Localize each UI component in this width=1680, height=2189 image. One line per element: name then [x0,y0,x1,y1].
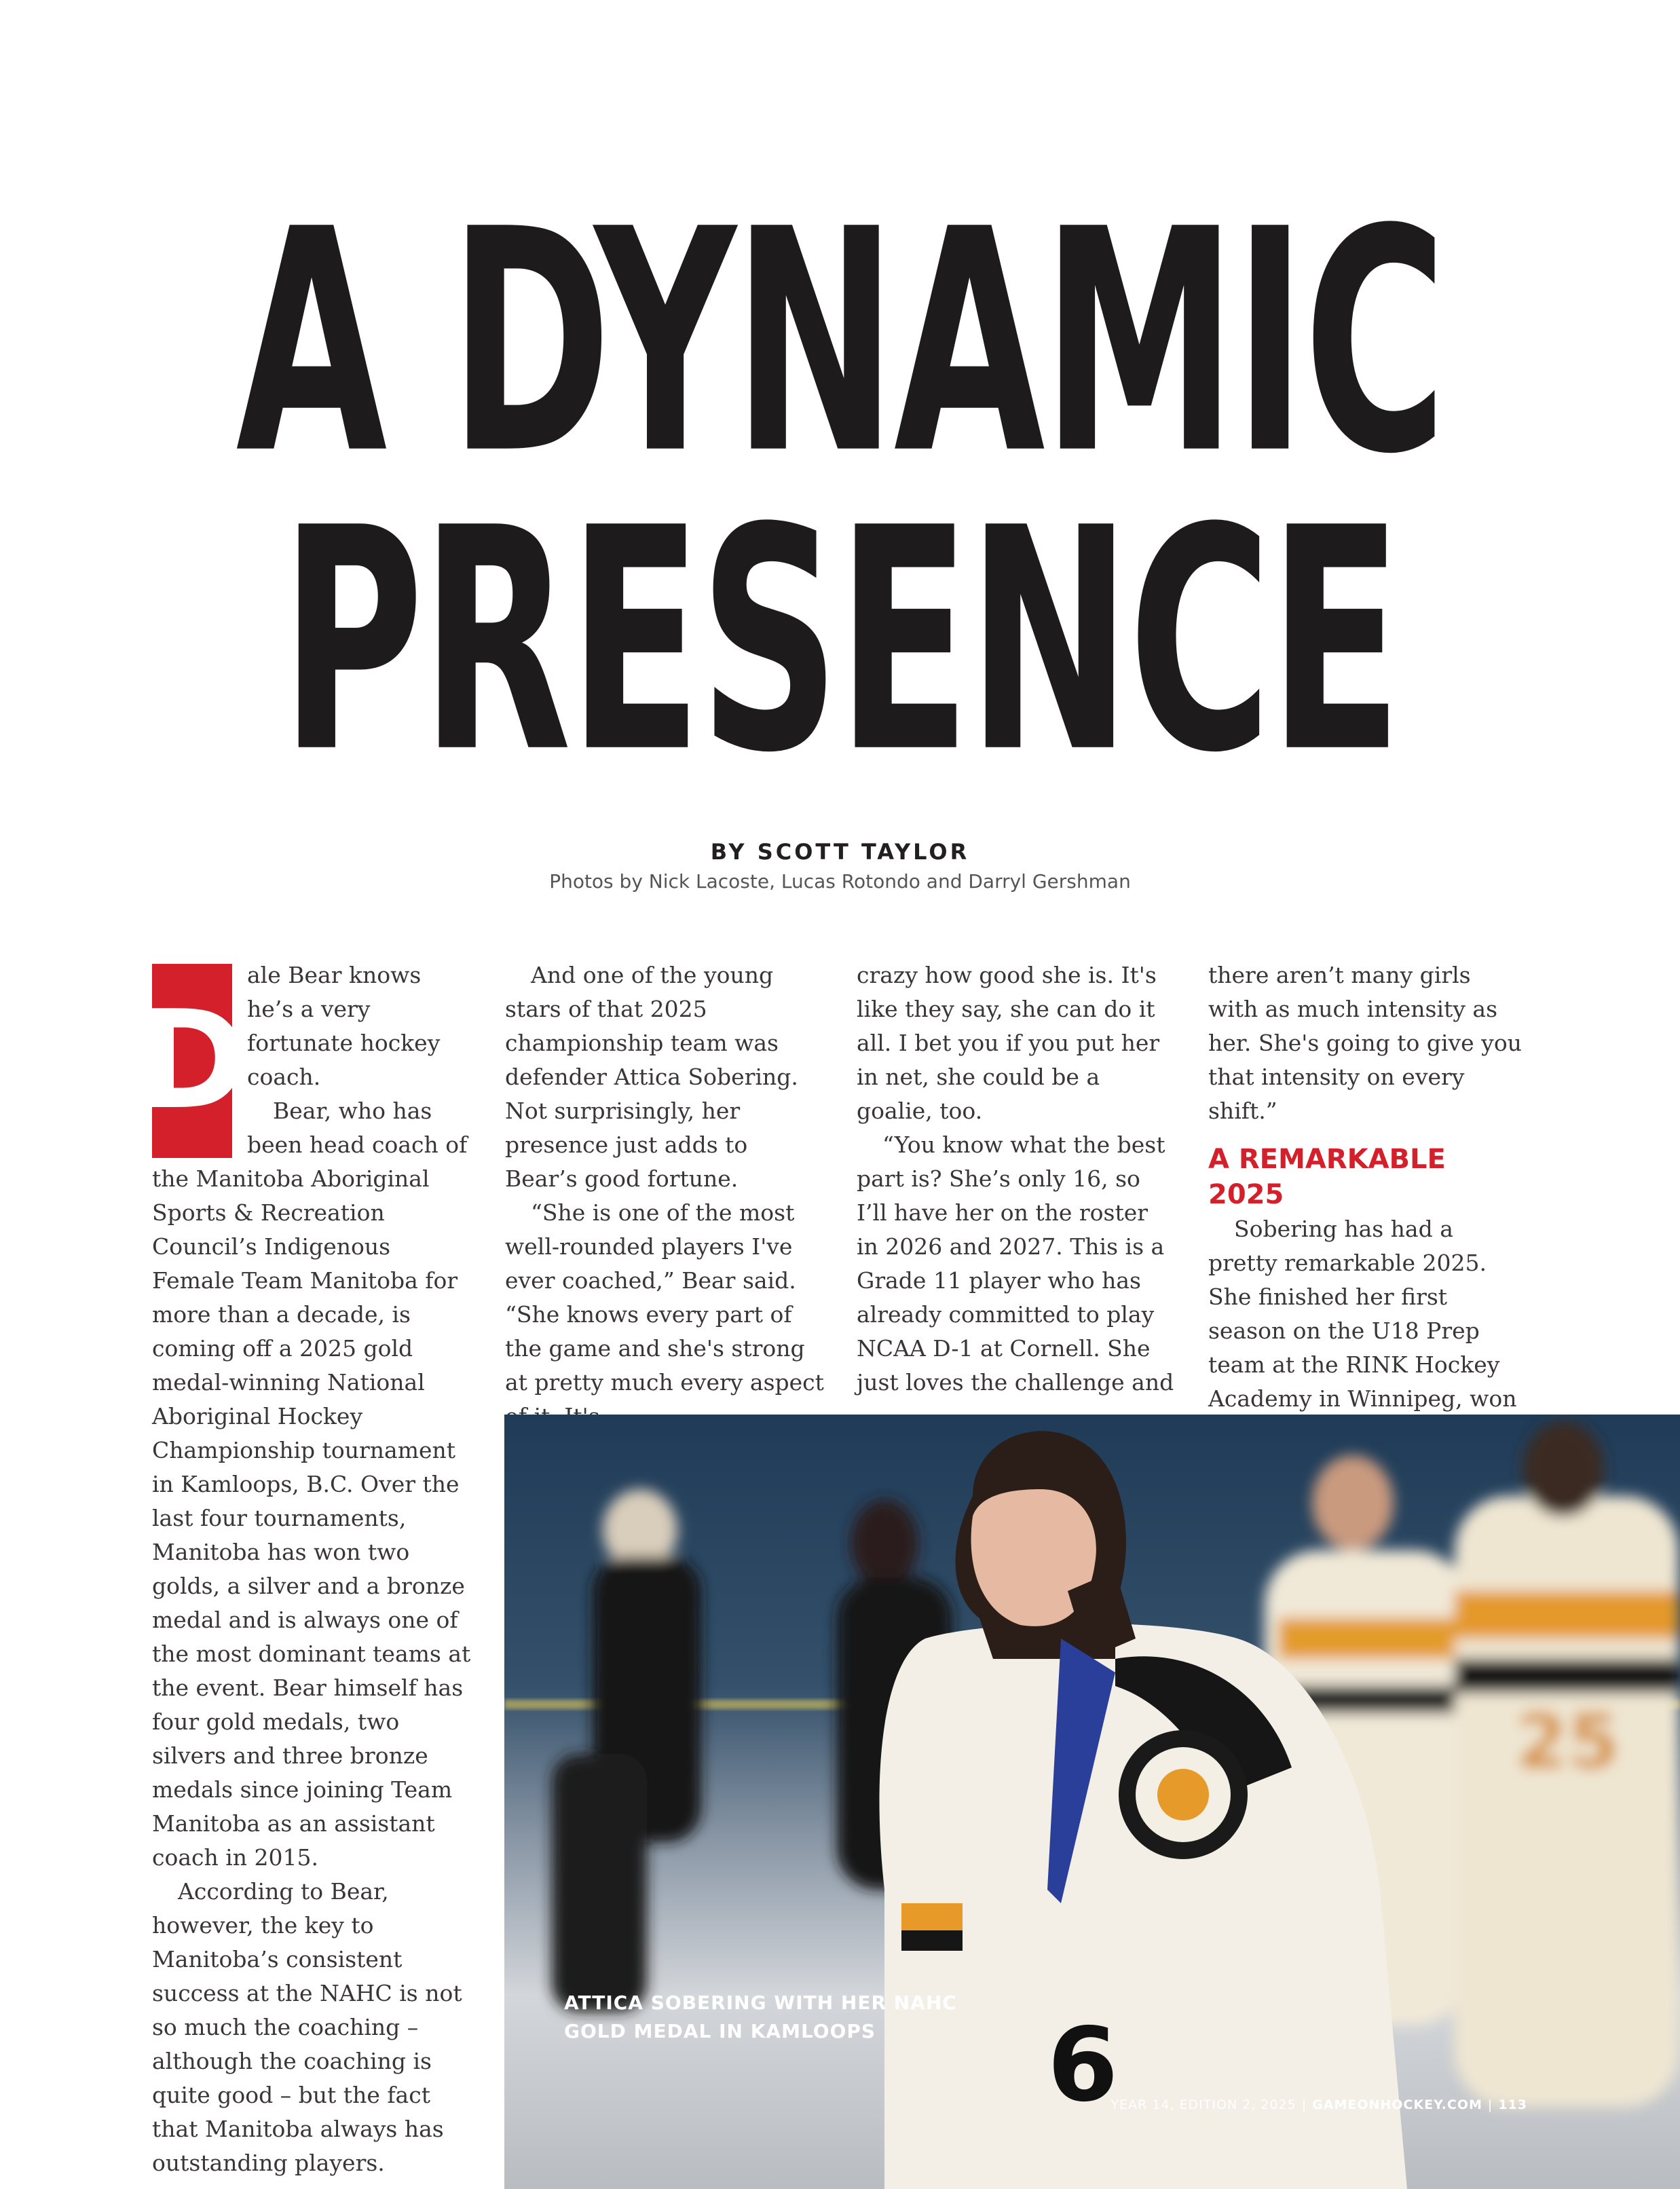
paragraph: there aren’t many girls with as much intensity as her. She's going to give you that intensity on every shift.” [1208,962,1522,1124]
separator: | [1487,2097,1493,2112]
photo-credit: Photos by Nick Lacoste, Lucas Rotondo and Darryl Gershman [549,870,1131,893]
byline: BY SCOTT TAYLOR [710,839,970,865]
paragraph: And one of the young stars of that 2025 championship team was defender Attica Sobering. Not surprisingly, her presence just adds to Bear’s good fortune. [505,962,798,1192]
page-footer [1110,2097,1527,2112]
photo-caption [564,1989,1039,2046]
separator: | [1301,2097,1307,2112]
edition-info: YEAR 14, EDITION 2, 2025 [1110,2097,1296,2112]
photo-illustration [504,1415,1680,2189]
paragraph: “She is one of the most well-rounded players I've ever coached,” Bear said. “She knows every part of the game and she's strong at pretty much every aspect [505,1199,824,1396]
drop-cap: D [152,964,232,1158]
caption-line-1: ATTICA SOBERING WITH HER NAHC [564,1991,957,2014]
website: GAMEONHOCKEY.COM [1312,2097,1482,2112]
paragraph: Sobering has had a pretty remarkable 2025. She finished her first season on the U18 Prep team at the RINK Hockey Academy in Winnipeg, won [1208,1216,1517,1412]
jersey-number: 6 [1047,2006,1119,2125]
caption-line-2: GOLD MEDAL IN KAMLOOPS [564,2020,876,2042]
headline [0,164,1680,821]
paragraph: crazy how good she is. It's like they say, she can do it all. I bet you if you put her in net, she could be a goalie, too. [857,962,1160,1124]
background-jersey-number: 25 [1516,1698,1620,1785]
paragraph: “You know what the best part is? She’s only 16, so I’ll have her on the roster in 2026 and 2027. This is a Grade 11 player who has already committed to play NCAA D-1 at Cornell. She just loves the challenge and [857,1131,1174,1396]
hockey-photo [504,1415,1680,2189]
article-column-3 [857,958,1176,1400]
paragraph: According to Bear, however, the key to Manitoba’s consistent success at the NAHC is not so much the coaching – although the coaching is quite good – but the fact that Manitoba always has outstanding players. [152,1878,462,2176]
paragraph: Bear, who has been head coach of the Manitoba Aboriginal Sports & Recreation Council’s Indigenous Female Team Manitoba for more than a decade, is coming off a 2025 gold medal-winning National Aboriginal Hockey Championship tournament in Kamloops, B.C. Over the last four tournaments, Manitoba has won two golds, a silver and a bronze medal and is always one of the most dominant teams at the event. Bear himself has four gold medals, two silvers and three bronze medals since joining Team Manitoba as an assistant coach in 2015. [152,1098,471,1871]
paragraph: ale Bear knows he’s a very fortunate hockey coach. [247,962,441,1090]
page-number: 113 [1498,2097,1527,2112]
section-subhead: A REMARKABLE 2025 [1208,1144,1446,1210]
article-column-4 [1208,958,1527,1450]
article-column-1 [136,958,471,2180]
headline-line-2: PRESENCE [280,463,1400,821]
article-column-2 [505,958,824,1434]
headline-line-1: A DYNAMIC [236,164,1444,522]
